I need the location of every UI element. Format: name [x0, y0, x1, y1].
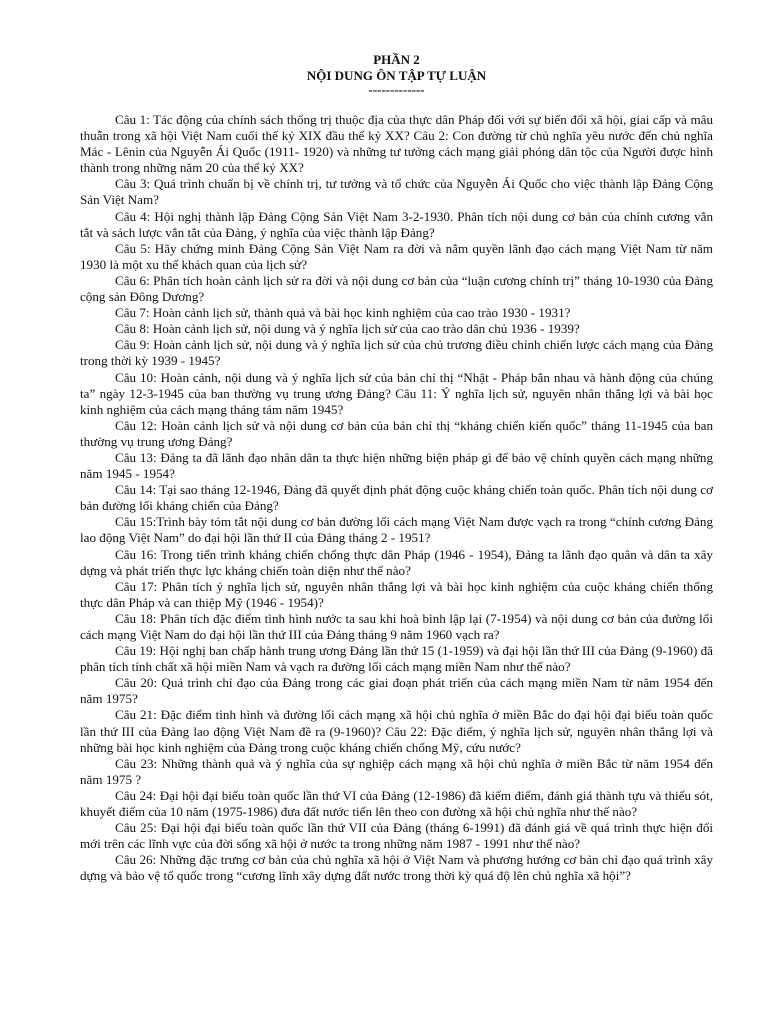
- question-item: Câu 12: Hoàn cảnh lịch sử và nội dung cơ bản của bản chỉ thị “kháng chiến kiến quốc” tháng 11-1945 của ban thường vụ trung ương Đảng?: [80, 417, 713, 449]
- question-item: Câu 5: Hãy chứng minh Đảng Cộng Sản Việt Nam ra đời và nắm quyền lãnh đạo cách mạng Việt Nam từ năm 1930 là một xu thế khách quan của lịch sử?: [80, 240, 713, 272]
- title-divider: -------------: [368, 82, 425, 97]
- question-item: Câu 17: Phân tích ý nghĩa lịch sử, nguyên nhân thắng lợi và bài học kinh nghiệm của cuộc kháng chiến thống thực dân Pháp và can thiệp Mỹ (1946 - 1954)?: [80, 578, 713, 610]
- question-item: Câu 7: Hoàn cảnh lịch sử, thành quả và bài học kinh nghiệm của cao trào 1930 - 1931?: [115, 305, 571, 321]
- question-list: [80, 112, 713, 885]
- question-item: Câu 3: Quá trình chuẩn bị về chính trị, tư tưởng và tổ chức của Nguyễn Ái Quốc cho việc thành lập Đảng Cộng Sản Việt Nam?: [80, 176, 713, 208]
- question-item: Câu 9: Hoàn cảnh lịch sử, nội dung và ý nghĩa lịch sử của chủ trương điều chỉnh chiến lược cách mạng của Đảng trong thời kỳ 1939 - 1945?: [80, 337, 713, 369]
- section-title: NỘI DUNG ÔN TẬP TỰ LUẬN: [306, 68, 487, 83]
- question-item: Câu 13: Đảng ta đã lãnh đạo nhân dân ta thực hiện những biện pháp gì để bảo vệ chính quyền cách mạng những năm 1945 - 1954?: [80, 449, 713, 482]
- question-item: Câu 6: Phân tích hoàn cảnh lịch sử ra đời và nội dung cơ bản của “luận cương chính trị” tháng 10-1930 của Đảng cộng sản Đông Dương?: [80, 272, 713, 305]
- part-title: PHẦN 2: [373, 52, 420, 67]
- question-item: Câu 20: Quá trình chỉ đạo của Đảng trong các giai đoạn phát triển của cách mạng miền Nam từ năm 1954 đến năm 1975?: [80, 675, 713, 707]
- document-page: [80, 52, 713, 885]
- question-item: Câu 18: Phân tích đặc điểm tình hình nước ta sau khi hoà bình lập lại (7-1954) và nội dung cơ bản của đường lối cách mạng Việt Nam do đại hội lần thứ III của Đảng tháng 9 năm 1960 vạch ra?: [80, 610, 713, 642]
- question-item: Câu 21: Đặc điểm tình hình và đường lối cách mạng xã hội chủ nghĩa ở miền Bắc do đại hội đại biểu toàn quốc lần thứ III của Đảng lao động Việt Nam đề ra (9-1960)? Câu 22: Đặc điểm, ý nghĩa lịch sử, nguyên nhân thắng lợi và những bài học kinh nghiệm của Đảng trong cuộc kháng chiến chống Mỹ, cứu nước?: [80, 707, 713, 755]
- question-item: Câu 10: Hoàn cảnh, nội dung và ý nghĩa lịch sử của bản chỉ thị “Nhật - Pháp bắn nhau và hành động của chúng ta” ngày 12-3-1945 của ban thường vụ trung ương Đảng? Câu 11: Ý nghĩa lịch sử, nguyên nhân thắng lợi và bài học kinh nghiệm của cách mạng tháng tám năm 1945?: [80, 369, 713, 417]
- question-item: Câu 4: Hội nghị thành lập Đảng Cộng Sản Việt Nam 3-2-1930. Phân tích nội dung cơ bản của chính cương vắn tắt và sách lược vắn tắt của Đảng, ý nghĩa của việc thành lập Đảng?: [80, 208, 713, 240]
- question-item: Câu 8: Hoàn cảnh lịch sử, nội dung và ý nghĩa lịch sử của cao trào dân chủ 1936 - 1939?: [115, 321, 580, 337]
- question-item: Câu 26: Những đặc trưng cơ bản của chủ nghĩa xã hội ở Việt Nam và phương hướng cơ bản chỉ đạo quá trình xây dựng và bảo vệ tổ quốc trong “cương lĩnh xây dựng đất nước trong thời kỳ quá độ lên chủ nghĩa xã hội”?: [80, 852, 713, 884]
- question-item: Câu 15:Trình bày tóm tắt nội dung cơ bản đường lối cách mạng Việt Nam được vạch ra trong “chính cương Đảng lao động Việt Nam” do đại hội lần thứ II của Đảng tháng 2 - 1951?: [80, 514, 713, 546]
- question-item: Câu 16: Trong tiến trình kháng chiến chống thực dân Pháp (1946 - 1954), Đảng ta lãnh đạo quân và dân ta xây dựng và phát triển thực lực kháng chiến toàn diện như thế nào?: [80, 546, 713, 578]
- question-item: Câu 19: Hội nghị ban chấp hành trung ương Đảng lần thứ 15 (1-1959) và đại hội lần thứ III của Đảng (9-1960) đã phân tích tính chất xã hội miền Nam và vạch ra đường lối cách mạng miền Nam như thế nào?: [80, 643, 713, 675]
- question-item: Câu 14: Tại sao tháng 12-1946, Đảng đã quyết định phát động cuộc kháng chiến toàn quốc. Phân tích nội dung cơ bản đường lối kháng chiến của Đảng?: [80, 482, 713, 514]
- question-item: Câu 24: Đại hội đại biểu toàn quốc lần thứ VI của Đảng (12-1986) đã kiểm điểm, đánh giá thành tựu và thiếu sót, khuyết điểm của 10 năm (1975-1986) đưa đất nước tiến lên theo con đường xã hội chủ nghĩa như thế nào?: [80, 787, 713, 820]
- question-item: Câu 1: Tác động của chính sách thống trị thuộc địa của thực dân Pháp đối với sự biến đổi xã hội, giai cấp và mâu thuẫn trong xã hội Việt Nam cuối thế kỷ XIX đầu thế kỷ XX? Câu 2: Con đường từ chủ nghĩa yêu nước đến chủ nghĩa Mác - Lênin của Nguyễn Ái Quốc (1911- 1920) và những tư tưởng cách mạng giải phóng dân tộc của Người được hình thành trong những năm 20 của thế kỷ XX?: [80, 112, 713, 176]
- question-item: Câu 23: Những thành quả và ý nghĩa của sự nghiệp cách mạng xã hội chủ nghĩa ở miền Bắc từ năm 1954 đến năm 1975 ?: [80, 755, 713, 787]
- question-item: Câu 25: Đại hội đại biểu toàn quốc lần thứ VII của Đảng (tháng 6-1991) đã đánh giá về quá trình thực hiện đổi mới trên các lĩnh vực của đời sống xã hội ở nước ta trong những năm 1987 - 1991 như thế nào?: [80, 820, 713, 852]
